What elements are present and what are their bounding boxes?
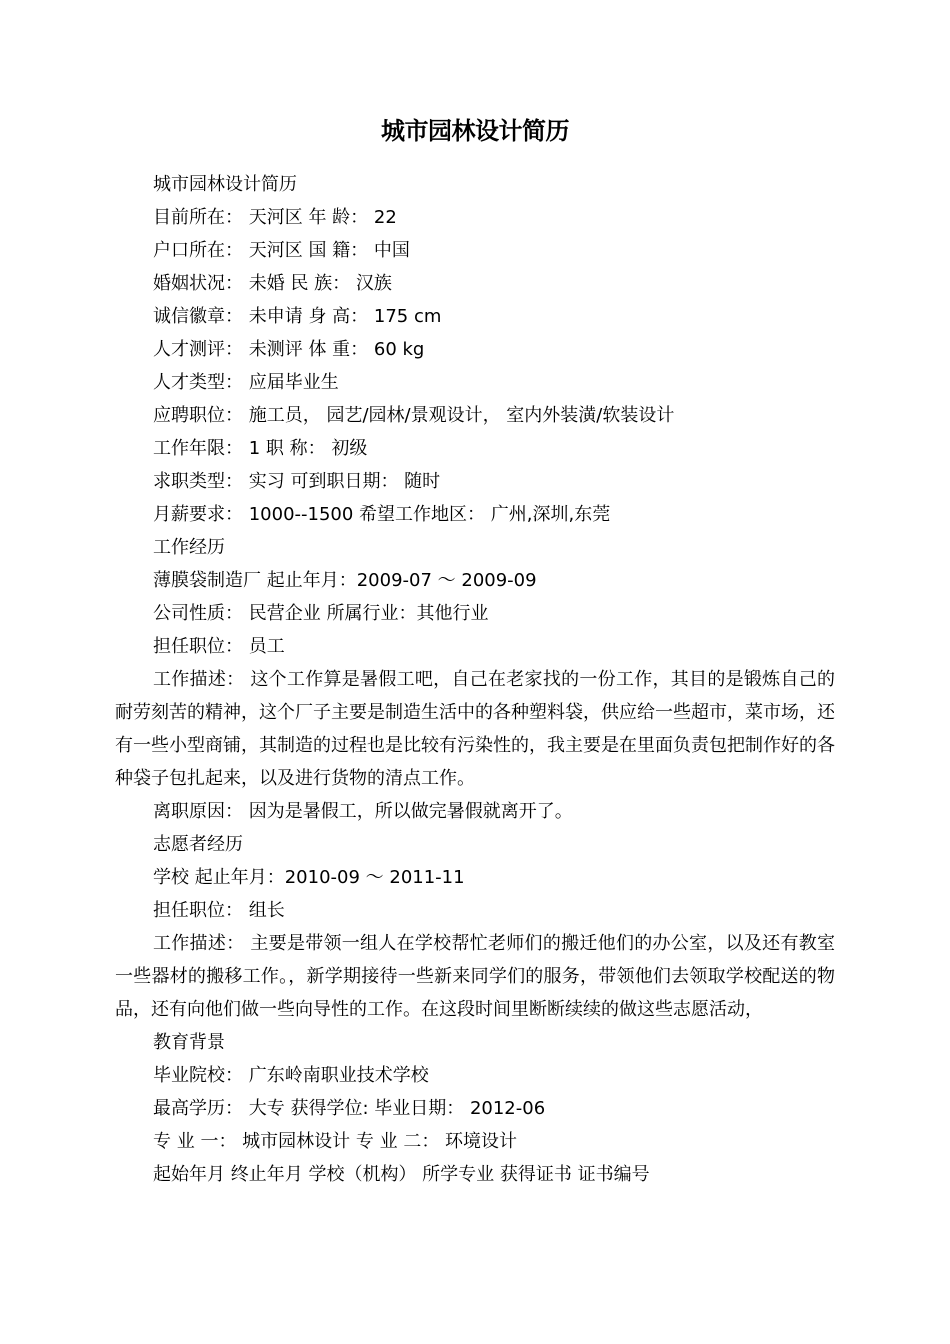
- education-table-header-line: 起始年月 终止年月 学校（机构） 所学专业 获得证书 证书编号: [153, 1164, 650, 1185]
- volunteer-role-line: 担任职位： 组长: [153, 900, 285, 921]
- job-title-line: 担任职位： 员工: [153, 636, 285, 657]
- salary-line: 月薪要求： 1000--1500 希望工作地区： 广州,深圳,东莞: [153, 504, 611, 525]
- majors-line: 专 业 一： 城市园林设计 专 业 二： 环境设计: [153, 1131, 518, 1152]
- graduate-school-line: 毕业院校： 广东岭南职业技术学校: [153, 1065, 429, 1086]
- resume-heading: 城市园林设计简历: [153, 174, 297, 195]
- education-heading: 教育背景: [153, 1032, 225, 1053]
- employer-line: 薄膜袋制造厂 起止年月：2009-07 ～ 2009-09: [153, 570, 537, 591]
- highest-degree-line: 最高学历： 大专 获得学位: 毕业日期： 2012-06: [153, 1098, 546, 1119]
- volunteer-heading: 志愿者经历: [153, 834, 243, 855]
- work-years-line: 工作年限： 1 职 称： 初级: [153, 438, 368, 459]
- work-experience-heading: 工作经历: [153, 537, 225, 558]
- marital-status-line: 婚姻状况： 未婚 民 族： 汉族: [153, 273, 392, 294]
- talent-type-line: 人才类型： 应届毕业生: [153, 372, 339, 393]
- resume-content: [115, 168, 835, 1191]
- current-location-line: 目前所在： 天河区 年 龄： 22: [153, 207, 397, 228]
- integrity-badge-line: 诚信徽章： 未申请 身 高： 175 cm: [153, 306, 442, 327]
- work-description-paragraph: 工作描述： 这个工作算是暑假工吧，自己在老家找的一份工作，其目的是锻炼自己的耐劳刻苦的精神，这个厂子主要是制造生活中的各种塑料袋，供应给一些超市，菜市场，还有一些小型商铺，其制造的过程也是比较有污染性的，我主要是在里面负责包把制作好的各种袋子包扎起来，以及进行货物的清点工作。: [115, 669, 835, 789]
- company-nature-line: 公司性质： 民营企业 所属行业：其他行业: [153, 603, 489, 624]
- volunteer-description-paragraph: 工作描述： 主要是带领一组人在学校帮忙老师们的搬迁他们的办公室，以及还有教室一些器材的搬移工作。，新学期接待一些新来同学们的服务，带领他们去领取学校配送的物品，还有向他们做一些向导性的工作。在这段时间里断断续续的做这些志愿活动，: [115, 933, 835, 1020]
- job-type-line: 求职类型： 实习 可到职日期： 随时: [153, 471, 441, 492]
- document-title: 城市园林设计简历: [381, 117, 569, 145]
- hukou-line: 户口所在： 天河区 国 籍： 中国: [153, 240, 410, 261]
- leaving-reason-line: 离职原因： 因为是暑假工，所以做完暑假就离开了。: [153, 801, 573, 822]
- volunteer-period-line: 学校 起止年月：2010-09 ～ 2011-11: [153, 867, 465, 888]
- applied-position-line: 应聘职位： 施工员， 园艺/园林/景观设计， 室内外装潢/软装设计: [153, 405, 675, 426]
- talent-assessment-line: 人才测评： 未测评 体 重： 60 kg: [153, 339, 425, 360]
